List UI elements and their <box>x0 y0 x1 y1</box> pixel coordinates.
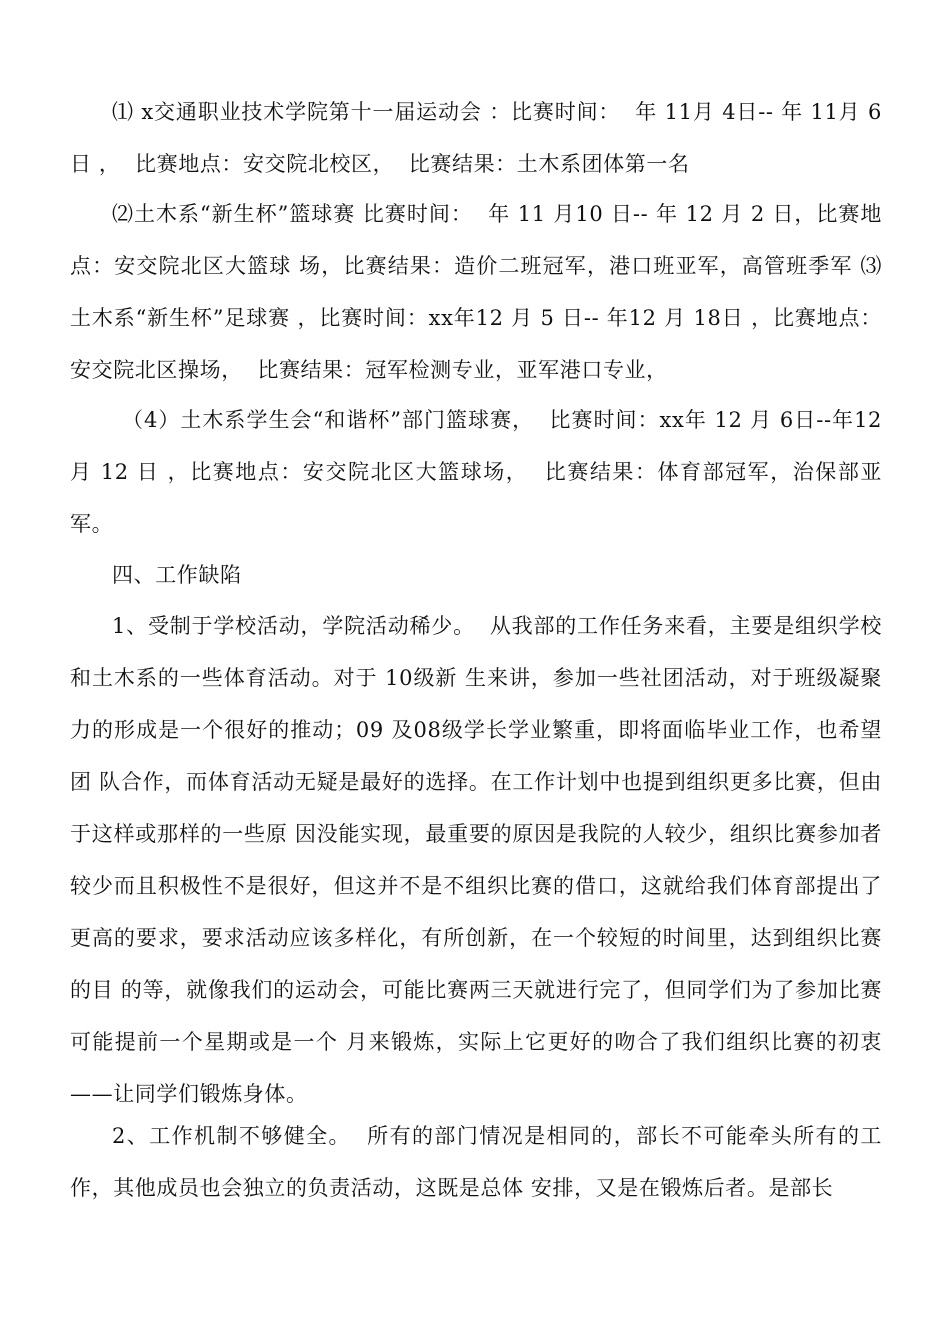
paragraph-sports-meet: ⑴ x交通职业技术学院第十一届运动会 ：比赛时间： 年 11月 4日-- 年 11月 6日 ， 比赛地点：安交院北校区， 比赛结果：土木系团体第一名 <box>70 100 882 176</box>
section-heading: 四、工作缺陷 <box>112 563 242 587</box>
paragraph-department-basketball: （4）土木系学生会“和谐杯”部门篮球赛， 比赛时间：xx年 12 月 6日--年12 月 12 日 ，比赛地点：安交院北区大篮球场， 比赛结果：体育部冠军，治保部亚军。 <box>70 408 890 536</box>
paragraph-basketball-football: ⑵土木系“新生杯”篮球赛 比赛时间： 年 11 月10 日-- 年 12 月 2 日，比赛地点：安交院北区大篮球 场，比赛结果：造价二班冠军，港口班亚军，高管班季军 ⑶土木系“新生杯”足球赛 ，比赛时间：xx年12 月 5 日-- 年12 月 18日 ，比赛地点：安交院北区操场， 比赛结果：冠军检测专业，亚军港口专业， <box>70 202 882 382</box>
paragraph-defect-2: 2、工作机制不够健全。 所有的部门情况是相同的，部长不可能牵头所有的工作，其他成员也会独立的负责活动，这既是总体 安排，又是在锻炼后者。是部长 <box>70 1124 882 1200</box>
paragraph-defect-1: 1、受制于学校活动，学院活动稀少。 从我部的工作任务来看，主要是组织学校和土木系的一些体育活动。对于 10级新 生来讲，参加一些社团活动，对于班级凝聚力的形成是一个很好的推动；09 及08级学长学业繁重，即将面临毕业工作，也希望团 队合作，而体育活动无疑是最好的选择。在工作计划中也提到组织更多比赛，但由于这样或那样的一些原 因没能实现，最重要的原因是我院的人较少，组织比赛参加者较少而且积极性不是很好，但这并不是不组织比赛的借口，这就给我们体育部提出了更高的要求，要求活动应该多样化，有所创新，在一个较短的时间里，达到组织比赛的目 的等，就像我们的运动会，可能比赛两三天就进行完了，但同学们为了参加比赛可能提前一个星期或是一个 月来锻炼，实际上它更好的吻合了我们组织比赛的初衷——让同学们锻炼身体。 <box>70 614 882 1106</box>
